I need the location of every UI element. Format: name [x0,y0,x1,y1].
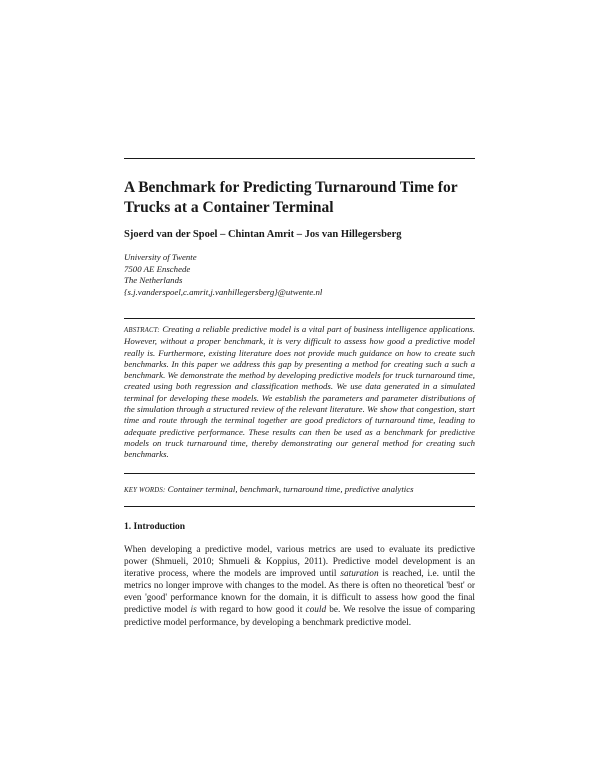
abstract-block [124,318,475,474]
intro-emphasis-could: could [305,605,327,616]
abstract-label: ABSTRACT: [124,327,160,334]
affiliation-country: The Netherlands [124,275,183,285]
paper-authors: Sjoerd van der Spoel – Chintan Amrit – Jos van Hillegersberg [124,229,402,240]
intro-text-4: be. We resolve the issue of comparing predictive model performance, by developing a benchmark predictive model. [124,605,475,628]
keywords-text: Container terminal, benchmark, turnaround time, predictive analytics [167,484,414,494]
paper-title: A Benchmark for Predicting Turnaround Time for Trucks at a Container Terminal [124,179,458,216]
affiliation-email: {s.j.vanderspoel,c.amrit,j.vanhillegersberg}@utwente.nl [124,286,323,297]
abstract-text: Creating a reliable predictive model is a vital part of business intelligence applications. However, without a proper benchmark, it is very difficult to assess how good a predictive model really is. Furthermore, existing literature does not provide much guidance on how to create such benchmarks. In this paper we address this gap by presenting a method for creating such a such a benchmark. We demonstrate the method by developing predictive models for truck turnaround time, created using both regression and classification methods. We use data generated in a simulated terminal for developing these models. We establish the parameters and parameter distributions of the simulation through a structured review of the relevant literature. We show that congestion, start time and route through the terminal together are good predictors of turnaround time, leading to adequate predictive performance. These results can then be used as a benchmark for predictive models on truck turnaround time, thereby demonstrating our general method for creating such benchmarks. [124,324,476,460]
affiliation-university: University of Twente [124,252,197,262]
keywords-label: KEY WORDS: [124,487,166,494]
section-heading-introduction: 1. Introduction [124,522,186,532]
affiliation-block [124,252,484,298]
abstract-paragraph [124,324,475,461]
abstract-end-rule [124,506,475,507]
affiliation-postal: 7500 AE Enschede [124,263,191,274]
header-rule [124,158,475,159]
intro-emphasis-saturation: saturation [340,569,379,580]
intro-text-1: When developing a predictive model, various metrics are used to evaluate its predictive power (Shmueli, 2010; Shmueli & Koppius, 2011). Predictive model development is an iterative process, where the models are improved until [124,545,475,580]
intro-emphasis-is: is [190,605,197,616]
introduction-paragraph [124,544,475,629]
intro-text-3: with regard to how good it [196,605,306,616]
keywords-line [124,483,475,497]
intro-text-2: is reached, i.e. until the metrics no longer improve with changes to the model. As there is often no theoretical 'best' or even 'good' performance known for the domain, it is difficult to assess how good the final predictive model [124,569,475,616]
